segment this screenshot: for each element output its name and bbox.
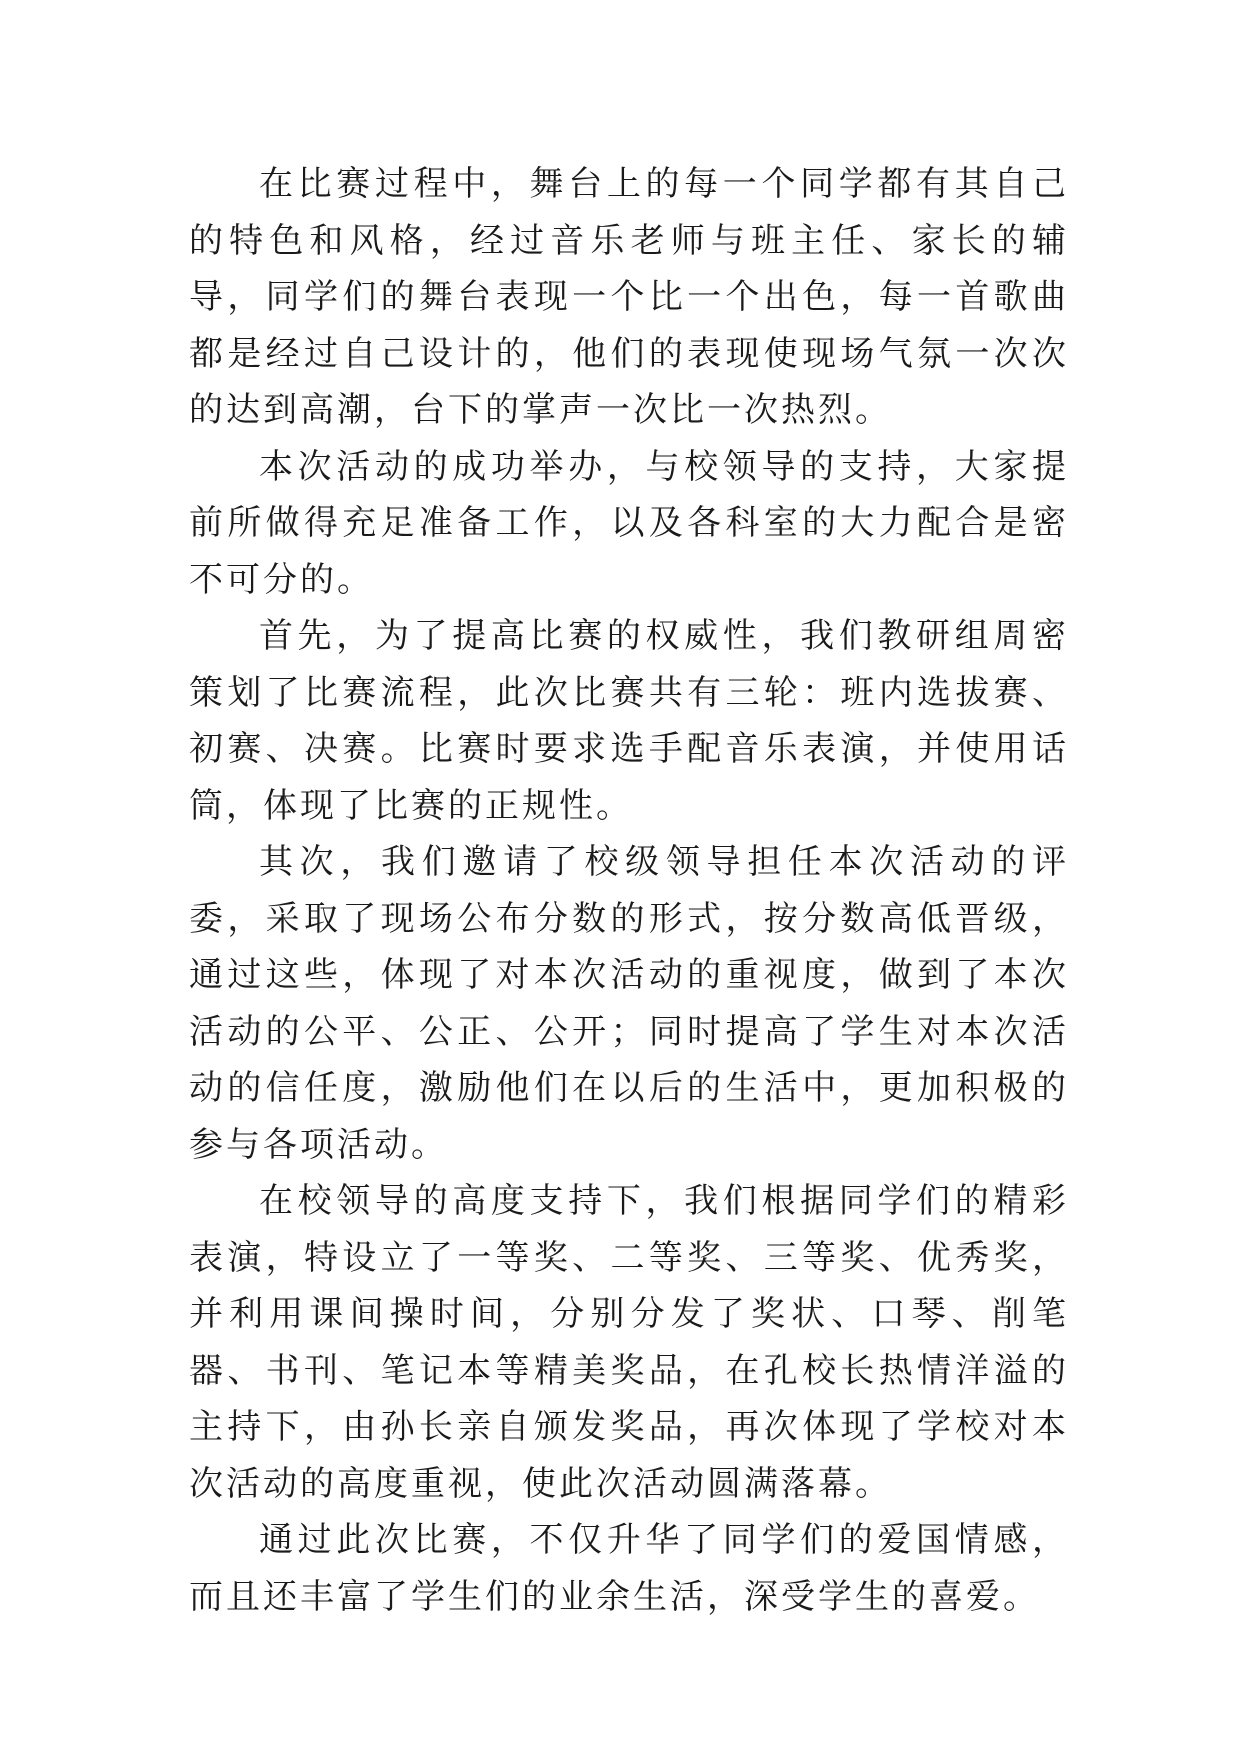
paragraph-awards: 在校领导的高度支持下，我们根据同学们的精彩表演，特设立了一等奖、二等奖、三等奖、优秀奖，并利用课间操时间，分别分发了奖状、口琴、削笔器、书刊、笔记本等精美奖品，在孔校长热情洋溢的主持下，由孙长亲自颁发奖品，再次体现了学校对本次活动的高度重视，使此次活动圆满落幕。 bbox=[189, 1181, 1069, 1504]
document-body bbox=[189, 156, 1069, 1625]
paragraph-second-judges: 其次，我们邀请了校级领导担任本次活动的评委，采取了现场公布分数的形式，按分数高低晋级，通过这些，体现了对本次活动的重视度，做到了本次活动的公平、公正、公开；同时提高了学生对本次活动的信任度，激励他们在以后的生活中，更加积极的参与各项活动。 bbox=[189, 842, 1069, 1165]
paragraph-competition-process: 在比赛过程中，舞台上的每一个同学都有其自己的特色和风格，经过音乐老师与班主任、家长的辅导，同学们的舞台表现一个比一个出色，每一首歌曲都是经过自己设计的，他们的表现使现场气氛一次次的达到高潮，台下的掌声一次比一次热烈。 bbox=[189, 164, 1069, 430]
paragraph-first-planning: 首先，为了提高比赛的权威性，我们教研组周密策划了比赛流程，此次比赛共有三轮：班内选拔赛、初赛、决赛。比赛时要求选手配音乐表演，并使用话筒，体现了比赛的正规性。 bbox=[189, 616, 1069, 826]
paragraph-conclusion: 通过此次比赛，不仅升华了同学们的爱国情感，而且还丰富了学生们的业余生活，深受学生的喜爱。 bbox=[189, 1520, 1069, 1617]
paragraph-success-factors: 本次活动的成功举办，与校领导的支持，大家提前所做得充足准备工作，以及各科室的大力配合是密不可分的。 bbox=[189, 446, 1069, 600]
